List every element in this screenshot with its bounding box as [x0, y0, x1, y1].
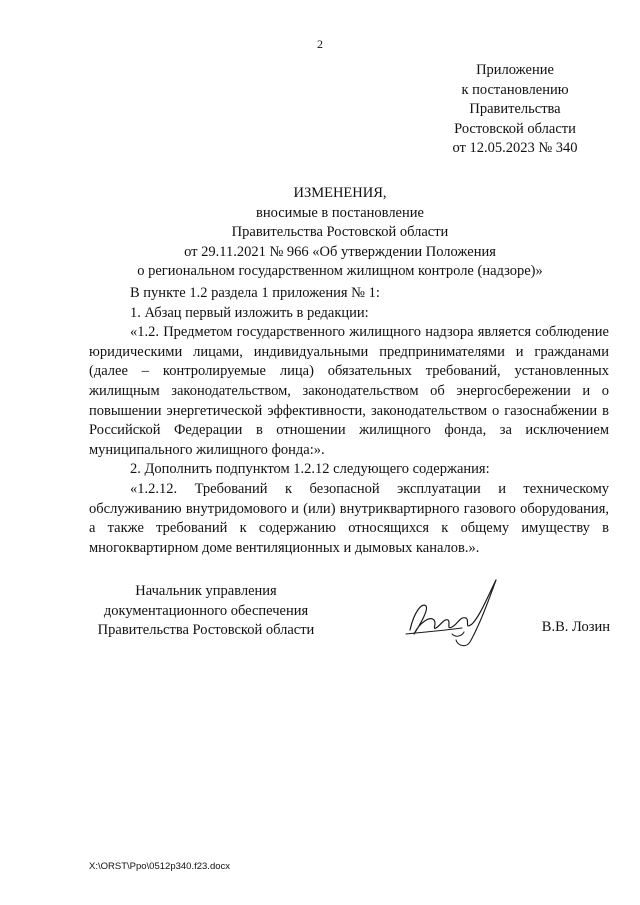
handwritten-signature — [396, 572, 516, 652]
annex-line: Правительства — [469, 101, 561, 118]
annex-line: к постановлению — [461, 81, 569, 98]
document-body — [89, 284, 609, 558]
heading-line: о региональном государственном жилищном контроле (надзоре)» — [137, 263, 543, 280]
item-1-paragraph: 1. Абзац первый изложить в редакции: — [130, 304, 369, 321]
item-1-text: «1.2. Предметом государственного жилищного надзора является соблюдение юридическими лицами, индивидуальными предпринимателями и гражданами (далее – контролируемые лица) обязательных требований, установленных жилищным законодательством, законодательством об энергосбережении и о повышении энергетической эффективности, законодательством о газоснабжении в Российской Федерации в отношении жилищного фонда, за исключением муниципального жилищного фонда:». — [89, 324, 609, 458]
annex-line: от 12.05.2023 № 340 — [452, 140, 578, 157]
annex-line: Ростовской области — [454, 120, 576, 137]
signatory-position — [90, 582, 322, 641]
position-line: Правительства Ростовской области — [97, 622, 315, 639]
annex-line: Приложение — [476, 62, 554, 78]
file-path-footer: X:\ORST\Ppo\0512p340.f23.docx — [89, 861, 231, 872]
position-line: документационного обеспечения — [103, 602, 309, 619]
annex-block — [440, 61, 590, 159]
document-heading — [90, 184, 590, 282]
signatory-name: В.В. Лозин — [541, 619, 610, 635]
item-2-paragraph: 2. Дополнить подпунктом 1.2.12 следующего содержания: — [130, 461, 490, 478]
page-number: 2 — [317, 37, 323, 51]
intro-paragraph: В пункте 1.2 раздела 1 приложения № 1: — [130, 285, 380, 301]
heading-line: Правительства Ростовской области — [231, 224, 449, 241]
position-line: Начальник управления — [135, 583, 277, 599]
item-2-text: «1.2.12. Требований к безопасной эксплуатации и техническому обслуживанию внутридомового и (или) внутриквартирного газового оборудования, а также требований к содержанию относящихся к общему имуществу в многоквартирном доме вентиляционных и дымовых каналов.». — [89, 480, 609, 556]
heading-title: ИЗМЕНЕНИЯ, — [293, 185, 387, 201]
heading-line: от 29.11.2021 № 966 «Об утверждении Положения — [184, 243, 496, 260]
heading-line: вносимые в постановление — [256, 204, 424, 221]
